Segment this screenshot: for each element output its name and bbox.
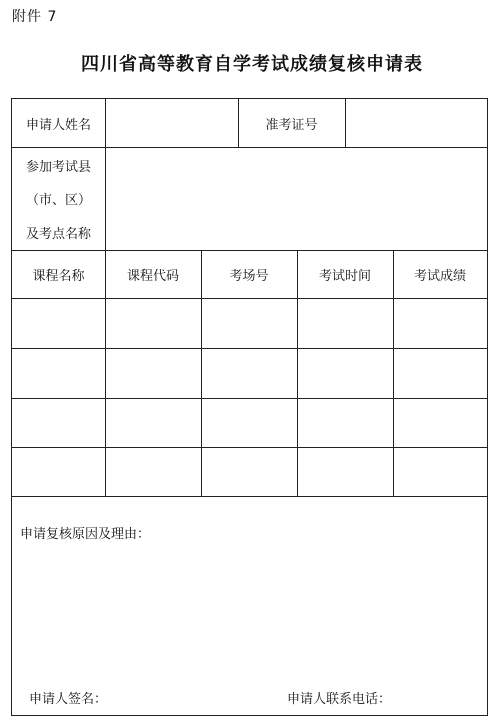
column-header-course-name: 课程名称 (32, 268, 85, 284)
exam-county-label-line: （市、区） (25, 193, 91, 209)
exam-id-field[interactable] (345, 99, 487, 147)
applicant-name-field[interactable] (105, 99, 238, 147)
exam-county-label (12, 147, 105, 251)
row-divider (12, 298, 487, 299)
column-header-exam-score: 考试成绩 (413, 268, 466, 284)
exam-county-field[interactable] (105, 147, 487, 250)
column-header-exam-time: 考试时间 (318, 268, 371, 284)
exam-county-label-line: 参加考试县 (25, 160, 91, 176)
row-divider (12, 496, 487, 497)
form-title: 四川省高等教育自学考试成绩复核申请表 (81, 54, 423, 75)
attachment-label: 附件 7 (12, 9, 58, 25)
signature-label: 申请人签名： (29, 692, 108, 707)
row-divider (12, 447, 487, 448)
application-form (11, 98, 488, 716)
row-divider (12, 398, 487, 399)
exam-id-label: 准考证号 (265, 117, 318, 133)
row-divider (12, 348, 487, 349)
exam-county-label-line: 及考点名称 (25, 226, 91, 242)
applicant-name-label: 申请人姓名 (25, 117, 91, 133)
column-header-course-code: 课程代码 (126, 268, 179, 284)
column-header-exam-room: 考场号 (229, 268, 269, 284)
reason-label: 申请复核原因及理由： (20, 527, 151, 542)
phone-label: 申请人联系电话： (287, 692, 392, 707)
